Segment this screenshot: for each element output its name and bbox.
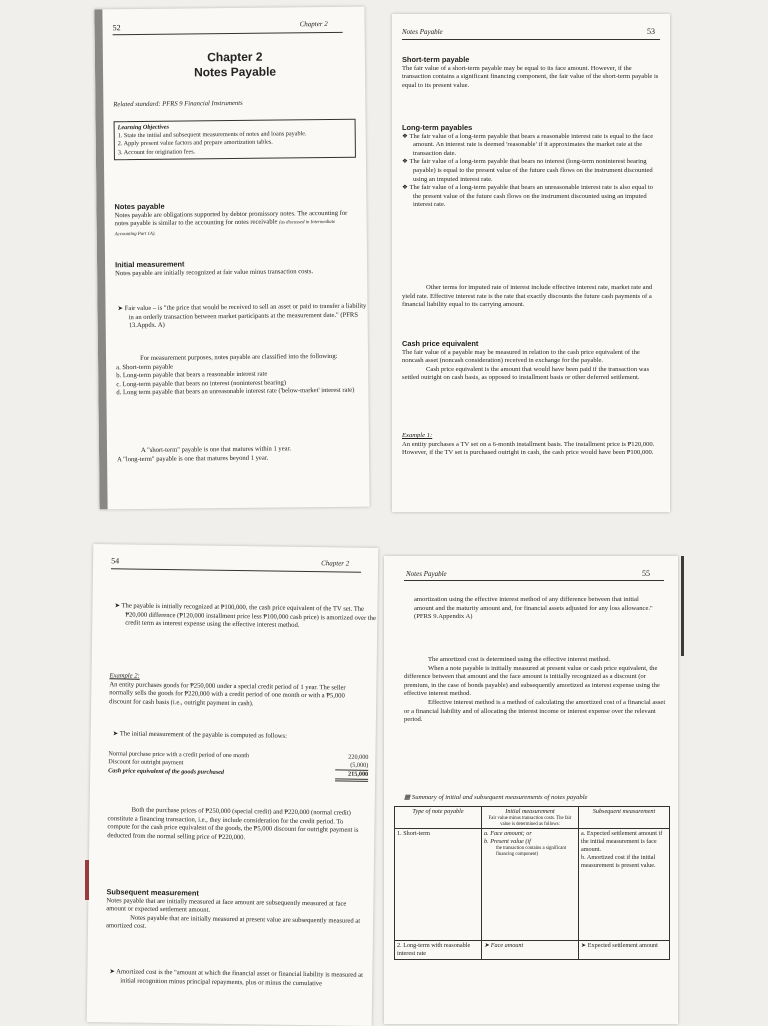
- objective-item: 2. Apply present value factors and prepare amortization tables.: [117, 138, 273, 148]
- page-number: 52: [112, 23, 121, 33]
- amortized-cost-section: [404, 656, 666, 725]
- classification-list: [116, 353, 356, 398]
- section-heading: Subsequent measurement: [106, 887, 199, 898]
- table-cell: a. Expected settlement amount if the initial measurement is face amount. b. Amortized cost if the initial measurement is present value.: [579, 829, 670, 941]
- class-item: a. Short-term payable: [116, 363, 174, 371]
- eim-text: Effective interest method is a method of calculating the amortized cost of a financial asset or a financial liability and of allocating the interest income or interest expense over the relevant period.: [404, 698, 666, 724]
- bullet-paragraph: ➤ Amortized cost is the "amount at which the financial asset or financial liability is measured at initial recognition minus principal repayments, plus or minus the cumulative: [109, 968, 363, 987]
- when-text: When a note payable is initially measured at present value or cash price equivalent, the difference between that amount and the face amount is initially recognized as a discount (or premium, in the case of bonds payable) and subsequently amortized as interest expense using the effective interest method.: [404, 664, 660, 698]
- header-rule: [111, 568, 361, 572]
- long-term-section: [402, 124, 660, 210]
- other-terms-paragraph: Other terms for imputed rate of interest include effective interest rate, market rate and yield rate. Effective interest rate is the rate that exactly discounts the future cash payments of a financial liability equal to its carrying amount.: [402, 284, 653, 309]
- section-heading: Cash price equivalent: [402, 339, 479, 348]
- table-row: [395, 941, 670, 960]
- cash-text: The fair value of a payable may be measured in relation to the cash price equivalent of the noncash asset (noncash consideration) received in exchange for the payable.: [402, 348, 640, 365]
- section-heading: Notes payable: [114, 201, 165, 212]
- initial-text: Notes payable are initially recognized at fair value minus transaction costs.: [115, 267, 314, 277]
- section-heading: Long-term payables: [402, 123, 473, 132]
- chapter-title: Notes Payable: [193, 64, 277, 80]
- notes-payable-section: [114, 201, 354, 240]
- term-definitions: [117, 445, 362, 465]
- page-52: [94, 7, 369, 510]
- page-number: 55: [642, 569, 650, 578]
- row-label: Discount for outright payment: [108, 758, 184, 767]
- column-header: Initial measurement Fair value minus transaction costs. The fair value is determined as follows:: [482, 807, 579, 829]
- short-term-def: A "short-term" payable is one that matures within 1 year.: [140, 445, 292, 454]
- class-item: d. Long term payable that bears an unreasonable interest rate ('below-market' interest rate): [116, 387, 355, 397]
- table-header-row: [395, 807, 670, 829]
- summary-caption: ▦ Summary of initial and subsequent measurements of notes payable: [404, 794, 588, 801]
- example-label: Example 1:: [402, 432, 433, 439]
- class-item: b. Long-term payable that bears a reasonable interest rate: [116, 370, 268, 380]
- running-header: Chapter 2: [299, 19, 328, 29]
- bullet-paragraph: ➤ The payable is initially recognized at ₱100,000, the cash price equivalent of the TV set. The ₱20,000 difference (₱120,000 installment price less ₱100,000 cash price) is amortized over the credit term as interest expense using the effective interest method.: [114, 602, 376, 630]
- financing-paragraph: Both the purchase prices of ₱250,000 (special credit) and ₱220,000 (normal credit) constitute a financing transaction, i.e., they include consideration for the credit period. To compute for the cash price equivalent of the goods, the ₱5,000 discount for outright payment is deducted from the normal selling price of ₱220,000.: [107, 806, 359, 841]
- running-header: Chapter 2: [321, 559, 350, 568]
- page-53: [392, 14, 670, 512]
- bullet-paragraph: ➤ The initial measurement of the payable is computed as follows:: [112, 730, 287, 740]
- sub-text-2: Notes payable that are initially measured at present value are subsequently measured at amortized cost.: [105, 914, 361, 931]
- long-term-bullet: The fair value of a long-term payable that bears no interest (long-term noninterest bearing payable) is equal to the present value of the future cash flows on the instrument discounted using an imputed interest rate.: [409, 158, 653, 183]
- related-standard: Related standard: PFRS 9 Financial Instruments: [113, 99, 243, 109]
- learning-objectives-box: [114, 119, 356, 160]
- row-value: 215,000: [336, 770, 369, 780]
- computation-table: [108, 750, 368, 782]
- table-cell: 2. Long-term with reasonable interest rate: [395, 941, 482, 960]
- header-rule: [404, 580, 664, 581]
- objective-item: 1. State the initial and subsequent measurements of notes and loans payable.: [117, 130, 307, 140]
- page-54: [87, 544, 379, 1026]
- long-term-bullet: The fair value of a long-term payable that bears an unreasonable interest rate is also equal to the present value of the future cash flows on the instrument discounted using an imputed interest rate.: [409, 184, 653, 209]
- bullet-arrow-icon: ➤: [117, 305, 125, 313]
- amortized-text: The amortized cost is determined using the effective interest method.: [428, 656, 611, 663]
- section-heading: Initial measurement: [115, 259, 185, 270]
- notes-text-small: (as discussed in Intermediate Accounting Part 1A).: [114, 220, 336, 238]
- scan-edge-mark: [85, 860, 89, 900]
- classify-intro: For measurement purposes, notes payable are classified into the following:: [140, 352, 338, 362]
- row-label: Cash price equivalent of the goods purchased: [108, 766, 225, 776]
- header-rule: [402, 39, 660, 40]
- chapter-label: Chapter 2: [207, 49, 263, 65]
- example-label: Example 2:: [109, 672, 140, 680]
- summary-table: [394, 806, 670, 960]
- running-header: Notes Payable: [406, 570, 447, 578]
- long-term-def: A "long-term" payable is one that matures beyond 1 year.: [117, 454, 269, 463]
- page-number: 54: [111, 556, 120, 566]
- page-55: [384, 556, 678, 1024]
- diamond-bullet-icon: ❖: [402, 132, 410, 140]
- table-cell: ➤ Face amount: [482, 941, 579, 960]
- class-item: c. Long-term payable that bears no interest (noninterest bearing): [116, 379, 287, 388]
- column-header: Type of note payable: [395, 807, 482, 829]
- page-shadow: [94, 9, 107, 509]
- scan-edge-mark: [681, 556, 684, 656]
- bullet-arrow-icon: ➤: [112, 730, 120, 738]
- running-header: Notes Payable: [402, 28, 443, 36]
- diamond-bullet-icon: ❖: [402, 184, 410, 192]
- example-1: [402, 432, 660, 458]
- short-term-text: The fair value of a short-term payable may be equal to its face amount. However, if the transaction contains a significant financing component, the fair value of the short-term payable is equal to its present value.: [402, 64, 659, 89]
- notes-text: Notes payable are obligations supported by debtor promissory notes. The accounting for notes payable is similar to the accounting for notes receivable: [114, 209, 348, 228]
- table-cell: ➤ Expected settlement amount: [579, 941, 670, 960]
- row-label: Normal purchase price with a credit period of one month: [108, 750, 250, 760]
- subsequent-measurement-section: [106, 888, 365, 935]
- table-row: [395, 829, 670, 941]
- column-header: Subsequent measurement: [579, 807, 670, 829]
- long-term-bullet: The fair value of a long-term payable that bears a reasonable interest rate is equal to the face amount. An interest rate is deemed 'reasonable' if it approximates the market rate at the transaction date.: [409, 132, 654, 157]
- example-text: An entity purchases goods for ₱250,000 under a special credit period of 1 year. The seller normally sells the goods for ₱220,000 with a credit period of one month or with a ₱5,000 discount for cash basis (i.e., outright payment in cash).: [109, 680, 346, 708]
- example-2: [109, 672, 367, 710]
- objectives-title: Learning Objectives: [117, 123, 170, 132]
- header-rule: [113, 32, 343, 35]
- short-term-section: [402, 56, 660, 90]
- table-icon: ▦: [404, 794, 412, 801]
- fair-value-definition: ➤ Fair value – is "the price that would be received to sell an asset or paid to transfer a liability in an orderly transaction between market participants at the measurement date." (PFRS 13.Appdx. A): [117, 302, 367, 330]
- continued-paragraph: amortization using the effective interest method of any difference between that initial amount and the maturity amount and, for financial assets adjusted for any loss allowance." (PFRS 9.Appendix A): [414, 596, 653, 621]
- row-value: (5,000): [336, 761, 369, 770]
- table-cell: a. Face amount; or b. Present value (if the transaction contains a significant financing component): [482, 829, 579, 941]
- example-text: An entity purchases a TV set on a 6-month installment basis. The installment price is ₱120,000. However, if the TV set is purchased outright in cash, the cash price would have been ₱100,000.: [402, 440, 655, 457]
- cash-price-section: [402, 340, 660, 383]
- initial-measurement-section: [115, 259, 355, 279]
- diamond-bullet-icon: ❖: [402, 158, 410, 166]
- objective-item: 3. Account for origination fees.: [117, 147, 196, 156]
- table-cell: 1. Short-term: [395, 829, 482, 941]
- bullet-arrow-icon: ➤: [114, 602, 122, 610]
- bullet-arrow-icon: ➤: [109, 968, 117, 976]
- column-header-note: Fair value minus transaction costs. The fair value is determined as follows:: [488, 815, 572, 827]
- chapter-heading: [155, 49, 315, 81]
- cash-text-2: Cash price equivalent is the amount that would have been paid if the transaction was settled outright on cash basis, as opposed to installment basis or other deferred settlement.: [402, 365, 650, 382]
- row-value: 220,000: [348, 753, 369, 761]
- page-number: 53: [647, 27, 655, 36]
- sub-text: Notes payable that are initially measured at face amount are subsequently measured at face amount or expected settlement amount.: [106, 896, 347, 914]
- section-heading: Short-term payable: [402, 55, 470, 64]
